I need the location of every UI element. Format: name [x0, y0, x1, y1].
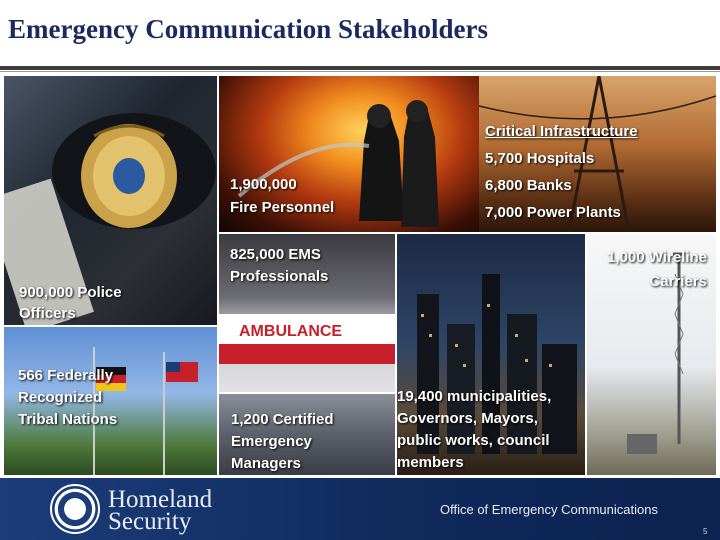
wireline-photo [587, 234, 716, 475]
wireline-count-label: 1,000 Wireline Carriers [607, 249, 707, 290]
ems-photo [219, 234, 395, 392]
title-rule [0, 66, 720, 70]
office-name: Office of Emergency Communications [440, 502, 658, 517]
banks-count: 6,800 Banks [485, 177, 572, 194]
fire-photo [219, 76, 479, 232]
brand-line-2: Security [108, 508, 192, 535]
emergency-managers-photo [219, 394, 395, 475]
tribal-photo [4, 327, 217, 475]
fire-count: 1,900,000 [230, 176, 297, 193]
emergency-managers-label: 1,200 Certified Emergency Managers [231, 411, 334, 472]
dhs-seal-icon [50, 484, 100, 534]
municipalities-label: 19,400 municipalities, Governors, Mayors, public works, council members [397, 388, 552, 471]
critical-infrastructure-photo [479, 76, 716, 232]
police-photo [4, 76, 217, 325]
city-photo [397, 234, 585, 475]
brand-line-1: Homeland [108, 486, 213, 513]
page-number: 5 [703, 527, 708, 536]
tribal-nations-label: 566 Federally Recognized Tribal Nations [18, 367, 118, 428]
svg-text:AMBULANCE: AMBULANCE [239, 323, 343, 340]
critical-infrastructure-header: Critical Infrastructure [485, 123, 638, 140]
title-rule-thin [0, 71, 720, 72]
hospitals-count: 5,700 Hospitals [485, 150, 595, 167]
police-count-label: 900,000 Police Officers [19, 284, 122, 322]
power-plants-count: 7,000 Power Plants [485, 204, 621, 221]
page-title: Emergency Communication Stakeholders [8, 14, 488, 44]
ems-count-label: 825,000 EMS Professionals [230, 246, 329, 285]
fire-label: Fire Personnel [230, 199, 335, 216]
